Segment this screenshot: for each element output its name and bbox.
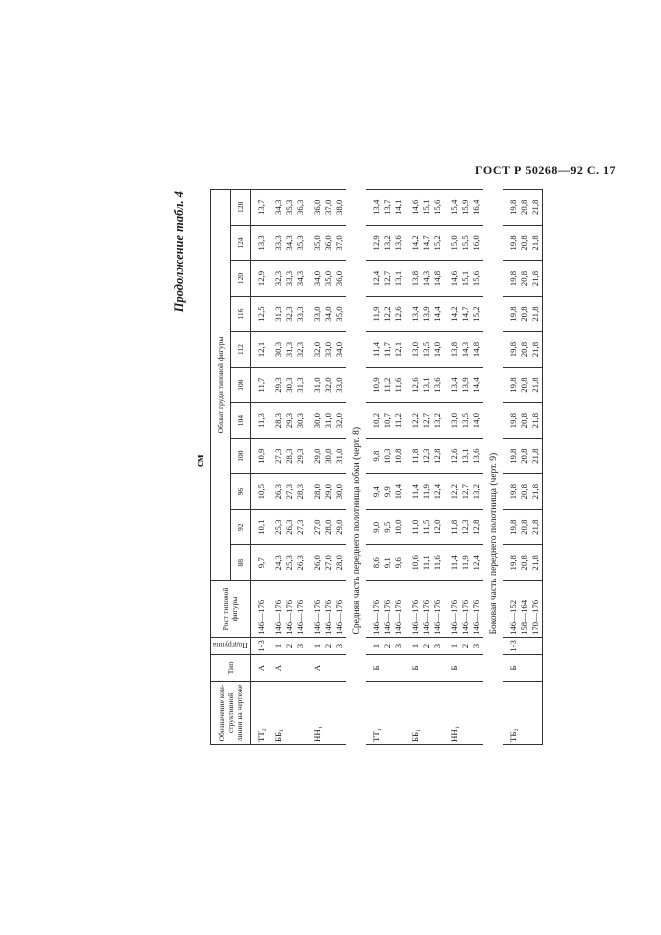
height-value: 146—176: [409, 599, 420, 635]
measure-value: 29,3: [272, 377, 283, 393]
measure-value: 13,9: [459, 377, 470, 393]
measure-value: 16,0: [470, 235, 481, 251]
measure-value: 13,1: [420, 377, 431, 393]
measure-value: 10,1: [255, 519, 266, 535]
height-value: 146—176: [448, 599, 459, 635]
measure-value: 13,8: [409, 270, 420, 287]
measure-value: 25,3: [272, 519, 283, 535]
measure-value: 10,2: [370, 412, 381, 429]
measure-value: 13,5: [420, 341, 431, 358]
measure-value: 9,5: [381, 521, 392, 533]
measure-value: 14,4: [470, 377, 481, 393]
measure-value: 14,3: [420, 270, 431, 287]
measure-value: 10,5: [255, 483, 266, 500]
height-value: 170—176: [529, 599, 540, 635]
measure-value: 15,5: [459, 235, 470, 251]
size-header-92: 92: [230, 509, 250, 545]
measure-value: 13,3: [255, 235, 266, 251]
height-value: 146—176: [294, 599, 305, 635]
subgroup-value: 2: [322, 643, 333, 649]
height-value: 146—176: [381, 599, 392, 635]
measure-value: 12,8: [431, 448, 442, 464]
table-row: [307, 190, 346, 745]
measure-value: 11,6: [431, 555, 442, 571]
measure-value: 30,0: [311, 412, 322, 429]
measure-value: 21,8: [529, 483, 540, 500]
measure-value: 9,6: [392, 557, 403, 569]
measure-value: 12,4: [431, 483, 442, 500]
size-header-128: 128: [230, 190, 250, 226]
measure-value: 26,3: [283, 519, 294, 535]
measure-value: 37,0: [333, 235, 344, 251]
measure-value: 12,9: [255, 270, 266, 287]
measure-value: 14,1: [392, 199, 403, 216]
measure-value: 15,1: [459, 270, 470, 287]
line-name: ТТ₁: [366, 682, 405, 745]
height-value: 146—176: [459, 599, 470, 635]
measure-value: 13,4: [409, 306, 420, 322]
measure-value: 13,8: [448, 341, 459, 358]
measure-value: 36,3: [294, 199, 305, 216]
height-value: 146—176: [272, 599, 283, 635]
measure-value: 27,0: [322, 555, 333, 571]
measure-value: 20,8: [518, 448, 529, 464]
measure-value: 28,3: [294, 483, 305, 500]
measure-value: 14,6: [409, 199, 420, 216]
measure-value: 19,8: [507, 412, 518, 429]
size-table: [210, 189, 543, 745]
measure-value: 26,0: [311, 555, 322, 571]
subgroup-value: 2: [283, 643, 294, 649]
measure-value: 10,9: [255, 448, 266, 464]
measure-value: 33,3: [283, 270, 294, 287]
measure-value: 38,0: [333, 199, 344, 216]
height-value: 146—176: [470, 599, 481, 635]
measure-value: 14,2: [409, 235, 420, 251]
unit-label: см: [194, 454, 206, 467]
measure-value: 28,3: [283, 448, 294, 464]
measure-value: 29,0: [311, 448, 322, 464]
size-header-124: 124: [230, 225, 250, 261]
size-header-112: 112: [230, 332, 250, 368]
measure-value: 32,3: [272, 270, 283, 287]
measure-value: 9,7: [255, 557, 266, 569]
measure-value: 12,2: [448, 483, 459, 500]
measure-value: 15,4: [448, 199, 459, 216]
figure-type: Б: [444, 655, 483, 682]
subgroup-value: 3: [333, 643, 344, 649]
measure-value: 15,2: [431, 235, 442, 251]
measure-value: 9,9: [381, 486, 392, 498]
measure-value: 14,8: [431, 270, 442, 287]
height-value: 146—176: [311, 599, 322, 635]
height-value: 146—176: [392, 599, 403, 635]
measure-value: 10,9: [370, 377, 381, 393]
measure-value: 28,0: [311, 483, 322, 500]
measure-value: 35,0: [333, 306, 344, 322]
measure-value: 12,3: [420, 448, 431, 464]
measure-value: 26,3: [272, 483, 283, 500]
measure-value: 14,0: [470, 412, 481, 429]
measure-value: 11,2: [392, 413, 403, 429]
measure-value: 14,2: [448, 306, 459, 322]
table-row: [405, 190, 444, 745]
measure-value: 21,8: [529, 306, 540, 322]
measure-value: 30,3: [294, 412, 305, 429]
measure-value: 11,9: [370, 306, 381, 322]
measure-value: 34,3: [283, 235, 294, 251]
measure-value: 28,0: [322, 519, 333, 535]
measure-value: 13,0: [448, 412, 459, 429]
measure-value: 10,4: [392, 483, 403, 500]
measure-value: 12,6: [392, 306, 403, 322]
measure-value: 14,0: [431, 341, 442, 358]
height-value: 146—176: [370, 599, 381, 635]
measure-value: 34,0: [333, 341, 344, 358]
measure-value: 13,1: [392, 270, 403, 287]
measure-value: 19,8: [507, 519, 518, 535]
measure-value: 19,8: [507, 235, 518, 251]
figure-type: А: [307, 655, 346, 682]
rotated-table-area: [170, 185, 540, 745]
measure-value: 11,9: [420, 484, 431, 500]
subgroup-value: 3: [294, 643, 305, 649]
measure-value: 13,4: [448, 377, 459, 393]
measure-value: 27,0: [311, 519, 322, 535]
height-value: 146—176: [420, 599, 431, 635]
figure-type: А: [268, 655, 307, 682]
figure-type: Б: [503, 655, 543, 682]
measure-value: 12,9: [370, 235, 381, 251]
measure-value: 21,8: [529, 199, 540, 216]
measure-value: 15,6: [470, 270, 481, 287]
measure-value: 36,0: [311, 199, 322, 216]
subgroup-value: 2: [459, 643, 470, 649]
header-group: Подгруппа: [211, 638, 251, 655]
measure-value: 32,0: [311, 341, 322, 358]
measure-value: 12,1: [255, 341, 266, 358]
measure-value: 30,0: [322, 448, 333, 464]
measure-value: 19,8: [507, 270, 518, 287]
measure-value: 14,4: [431, 306, 442, 322]
subgroup-value: 2: [420, 643, 431, 649]
measure-value: 13,2: [381, 235, 392, 251]
height-value: 146—176: [431, 599, 442, 635]
measure-value: 20,8: [518, 377, 529, 393]
measure-value: 33,0: [322, 341, 333, 358]
measure-value: 11,8: [409, 448, 420, 464]
measure-value: 31,3: [272, 306, 283, 322]
measure-value: 13,2: [470, 483, 481, 500]
measure-value: 31,0: [311, 377, 322, 393]
subgroup-value: 1: [311, 643, 322, 649]
table-row: [444, 190, 483, 745]
height-value: 146—176: [322, 599, 333, 635]
subgroup-value: 2: [381, 643, 392, 649]
measure-value: 12,6: [409, 377, 420, 393]
section-title: Боковая часть переднего полотнища (черт. 9): [488, 452, 499, 635]
measure-value: 10,3: [381, 448, 392, 464]
measure-value: 19,8: [507, 483, 518, 500]
measure-value: 11,4: [409, 484, 420, 500]
measure-value: 8,6: [370, 557, 381, 569]
table-row: [268, 190, 307, 745]
measure-value: 19,8: [507, 555, 518, 571]
measure-value: 15,9: [459, 199, 470, 216]
subgroup-value: 1: [370, 643, 381, 649]
subgroup-value: 1: [409, 643, 420, 649]
measure-value: 37,0: [322, 199, 333, 216]
measure-value: 36,0: [333, 270, 344, 287]
measure-value: 11,2: [381, 377, 392, 393]
measure-value: 13,2: [431, 412, 442, 429]
measure-value: 32,3: [294, 341, 305, 358]
measure-value: 35,3: [283, 199, 294, 216]
measure-value: 14,7: [420, 235, 431, 251]
measure-value: 14,6: [448, 270, 459, 287]
measure-value: 11,0: [409, 519, 420, 535]
measure-value: 28,3: [272, 412, 283, 429]
measure-value: 24,3: [272, 555, 283, 571]
measure-value: 30,3: [272, 341, 283, 358]
measure-value: 19,8: [507, 341, 518, 358]
measure-value: 33,0: [311, 306, 322, 322]
measure-value: 21,8: [529, 555, 540, 571]
measure-value: 10,8: [392, 448, 403, 464]
measure-value: 15,6: [431, 199, 442, 216]
measure-value: 9,1: [381, 557, 392, 569]
line-name: ТТ₂: [250, 682, 268, 745]
measure-value: 9,0: [370, 521, 381, 533]
measure-value: 29,0: [333, 519, 344, 535]
section-row: [346, 190, 366, 745]
subgroup-value: 3: [470, 643, 481, 649]
size-header-116: 116: [230, 296, 250, 332]
measure-value: 29,3: [294, 448, 305, 464]
measure-value: 26,3: [294, 555, 305, 571]
measure-value: 16,4: [470, 199, 481, 216]
measure-value: 20,8: [518, 555, 529, 571]
measure-value: 11,6: [392, 377, 403, 393]
measure-value: 15,2: [470, 306, 481, 322]
measure-value: 11,7: [381, 342, 392, 358]
measure-value: 21,8: [529, 341, 540, 358]
measure-value: 25,3: [283, 555, 294, 571]
measure-value: 33,0: [333, 377, 344, 393]
measure-value: 31,0: [333, 448, 344, 464]
measure-value: 12,4: [370, 270, 381, 287]
measure-value: 29,3: [283, 412, 294, 429]
measure-value: 9,4: [370, 486, 381, 498]
measure-value: 30,3: [283, 377, 294, 393]
subgroup-value: 1: [448, 643, 459, 649]
measure-value: 19,8: [507, 377, 518, 393]
measure-value: 20,8: [518, 199, 529, 216]
subgroup-value: 1: [272, 643, 283, 649]
measure-value: 20,8: [518, 412, 529, 429]
measure-value: 31,3: [283, 341, 294, 358]
size-header-100: 100: [230, 438, 250, 474]
measure-value: 11,9: [459, 555, 470, 571]
measure-value: 12,7: [381, 270, 392, 287]
line-name: ББ₁: [405, 682, 444, 745]
measure-value: 27,3: [283, 483, 294, 500]
measure-value: 33,3: [294, 306, 305, 322]
measure-value: 12,7: [459, 483, 470, 500]
figure-type: А: [250, 655, 268, 682]
measure-value: 13,7: [381, 199, 392, 216]
measure-value: 35,3: [294, 235, 305, 251]
measure-value: 20,8: [518, 235, 529, 251]
measure-value: 13,6: [470, 448, 481, 464]
measure-value: 11,5: [420, 519, 431, 535]
measure-value: 20,8: [518, 483, 529, 500]
measure-value: 11,3: [255, 413, 266, 429]
measure-value: 34,0: [322, 306, 333, 322]
measure-value: 35,0: [322, 270, 333, 287]
header-girth: Обхват груди типовой фигуры: [211, 190, 231, 581]
measure-value: 35,0: [311, 235, 322, 251]
measure-value: 11,4: [370, 342, 381, 358]
line-name: ББ₁: [268, 682, 307, 745]
measure-value: 31,0: [322, 412, 333, 429]
measure-value: 13,6: [392, 235, 403, 251]
height-value: 146—176: [283, 599, 294, 635]
measure-value: 27,3: [272, 448, 283, 464]
measure-value: 36,0: [322, 235, 333, 251]
table-row: [250, 190, 268, 745]
subgroup-value: 1-3: [255, 640, 266, 652]
measure-value: 13,1: [459, 448, 470, 464]
size-header-108: 108: [230, 367, 250, 403]
measure-value: 12,4: [470, 555, 481, 571]
measure-value: 19,8: [507, 448, 518, 464]
size-header-88: 88: [230, 545, 250, 581]
measure-value: 13,6: [431, 377, 442, 393]
page-header: ГОСТ Р 50268—92 С. 17: [475, 163, 616, 177]
measure-value: 14,7: [459, 306, 470, 322]
height-value: 146—152: [507, 599, 518, 635]
measure-value: 29,0: [322, 483, 333, 500]
measure-value: 14,8: [470, 341, 481, 358]
measure-value: 21,8: [529, 235, 540, 251]
measure-value: 13,4: [370, 199, 381, 216]
measure-value: 12,5: [255, 306, 266, 322]
subgroup-value: 3: [431, 643, 442, 649]
measure-value: 10,0: [392, 519, 403, 535]
measure-value: 12,0: [431, 519, 442, 535]
measure-value: 21,8: [529, 270, 540, 287]
line-name: НН₁: [307, 682, 346, 745]
measure-value: 12,6: [448, 448, 459, 464]
height-value: 146—176: [255, 599, 266, 635]
measure-value: 27,3: [294, 519, 305, 535]
measure-value: 13,7: [255, 199, 266, 216]
measure-value: 32,3: [283, 306, 294, 322]
section-row: [483, 190, 503, 745]
subgroup-value: 1-3: [507, 640, 518, 652]
measure-value: 33,3: [272, 235, 283, 251]
height-value: 158—164: [518, 599, 529, 635]
measure-value: 11,7: [255, 377, 266, 393]
measure-value: 34,3: [294, 270, 305, 287]
line-name: ТБ₂: [503, 682, 543, 745]
size-header-96: 96: [230, 474, 250, 510]
measure-value: 28,0: [333, 555, 344, 571]
measure-value: 34,0: [311, 270, 322, 287]
measure-value: 32,0: [322, 377, 333, 393]
measure-value: 34,3: [272, 199, 283, 216]
measure-value: 21,8: [529, 377, 540, 393]
continuation-caption: Продолжение табл. 4: [172, 191, 186, 313]
line-name: НН₁: [444, 682, 483, 745]
measure-value: 13,0: [409, 341, 420, 358]
measure-value: 10,6: [409, 555, 420, 571]
table-body: [250, 190, 542, 745]
measure-value: 13,5: [459, 412, 470, 429]
measure-value: 15,1: [420, 199, 431, 216]
measure-value: 11,8: [448, 519, 459, 535]
measure-value: 20,8: [518, 341, 529, 358]
measure-value: 20,8: [518, 270, 529, 287]
measure-value: 12,8: [470, 519, 481, 535]
measure-value: 12,1: [392, 341, 403, 358]
measure-value: 12,2: [381, 306, 392, 322]
measure-value: 13,9: [420, 306, 431, 322]
measure-value: 31,3: [294, 377, 305, 393]
measure-value: 21,8: [529, 519, 540, 535]
size-header-120: 120: [230, 261, 250, 297]
header-type: Тип: [211, 655, 251, 682]
size-header-104: 104: [230, 403, 250, 439]
measure-value: 14,3: [459, 341, 470, 358]
measure-value: 11,4: [448, 555, 459, 571]
measure-value: 11,1: [420, 555, 431, 571]
subgroup-value: 3: [392, 643, 403, 649]
measure-value: 21,8: [529, 448, 540, 464]
measure-value: 19,8: [507, 199, 518, 216]
measure-value: 20,8: [518, 306, 529, 322]
measure-value: 12,2: [409, 412, 420, 429]
measure-value: 12,7: [420, 412, 431, 429]
measure-value: 15,0: [448, 235, 459, 251]
figure-type: Б: [366, 655, 405, 682]
measure-value: 9,8: [370, 450, 381, 462]
table-row: [503, 190, 543, 745]
measure-value: 10,7: [381, 412, 392, 429]
measure-value: 21,8: [529, 412, 540, 429]
table-row: [366, 190, 405, 745]
header-height: Рост типовой фигуры: [211, 581, 251, 638]
measure-value: 12,3: [459, 519, 470, 535]
measure-value: 20,8: [518, 519, 529, 535]
header-name: Обозначение кон-структивной линии на чертеже: [211, 682, 251, 745]
measure-value: 19,8: [507, 306, 518, 322]
height-value: 146—176: [333, 599, 344, 635]
figure-type: Б: [405, 655, 444, 682]
measure-value: 32,0: [333, 412, 344, 429]
section-title: Средняя часть переднего полотнища юбки (черт. 8): [351, 426, 362, 635]
measure-value: 30,0: [333, 483, 344, 500]
